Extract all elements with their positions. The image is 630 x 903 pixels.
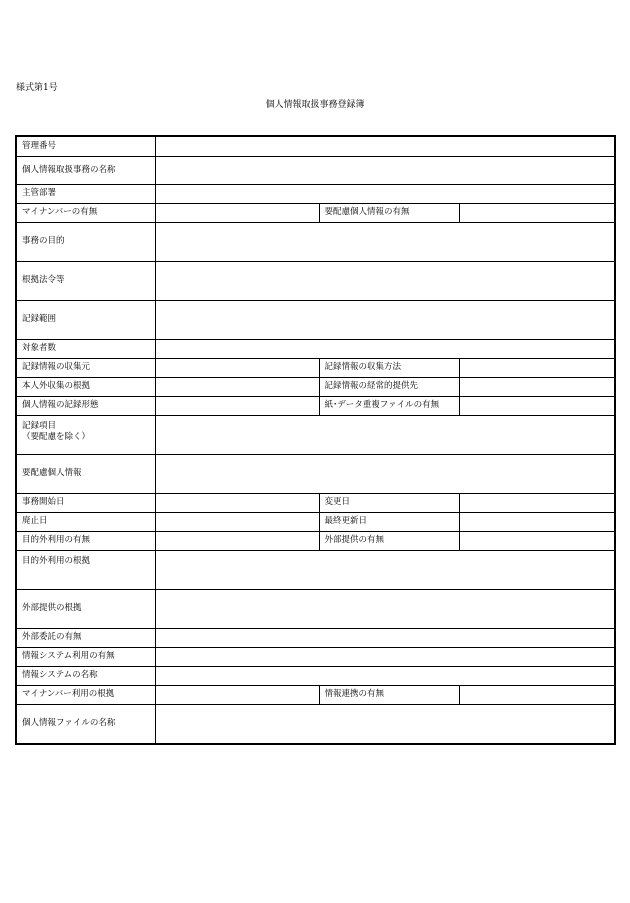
field-other-collection-basis[interactable] [155, 377, 319, 396]
field-purpose[interactable] [155, 222, 614, 261]
row-outside-use-basis [17, 550, 614, 589]
field-legal-basis[interactable] [155, 261, 614, 300]
label-subject-count: 対象者数 [17, 339, 155, 358]
label-my-number: マイナンバーの有無 [17, 203, 155, 222]
field-my-number[interactable] [155, 203, 319, 222]
label-regular-recipient: 記録情報の経常的提供先 [319, 377, 459, 396]
field-subject-count[interactable] [155, 339, 614, 358]
row-department [17, 184, 614, 203]
row-office-name [17, 156, 614, 184]
field-record-form[interactable] [155, 396, 319, 415]
row-outsourcing [17, 628, 614, 647]
label-other-collection-basis: 本人外収集の根拠 [17, 377, 155, 396]
label-external-provision: 外部提供の有無 [319, 531, 459, 550]
row-other-collection [17, 377, 614, 396]
row-outside-use [17, 531, 614, 550]
field-abolish-date[interactable] [155, 512, 319, 531]
field-change-date[interactable] [459, 493, 614, 512]
field-external-provision[interactable] [459, 531, 614, 550]
label-paper-data-duplicate: 紙･データ重複ファイルの有無 [319, 396, 459, 415]
row-file-name [17, 704, 614, 743]
field-file-name[interactable] [155, 704, 614, 743]
label-record-items-line1: 記録項目 [22, 420, 57, 431]
field-system-use[interactable] [155, 647, 614, 666]
field-department[interactable] [155, 184, 614, 203]
label-file-name: 個人情報ファイルの名称 [17, 704, 155, 743]
row-my-number-basis [17, 685, 614, 704]
field-outside-use-basis[interactable] [155, 550, 614, 589]
field-management-number[interactable] [155, 137, 614, 156]
field-outside-use[interactable] [155, 531, 319, 550]
field-sensitive-info[interactable] [155, 454, 614, 493]
label-collection-method: 記録情報の収集方法 [319, 358, 459, 377]
row-collection [17, 358, 614, 377]
label-system-name: 情報システムの名称 [17, 666, 155, 685]
label-sensitive: 要配慮個人情報の有無 [319, 203, 459, 222]
field-start-date[interactable] [155, 493, 319, 512]
label-record-form: 個人情報の記録形態 [17, 396, 155, 415]
field-sensitive[interactable] [459, 203, 614, 222]
field-regular-recipient[interactable] [459, 377, 614, 396]
label-sensitive-info: 要配慮個人情報 [17, 454, 155, 493]
row-record-items [17, 415, 614, 454]
field-last-update[interactable] [459, 512, 614, 531]
label-department: 主管部署 [17, 184, 155, 203]
label-record-items-line2: （要配慮を除く） [22, 431, 91, 442]
label-change-date: 変更日 [319, 493, 459, 512]
row-record-scope [17, 300, 614, 339]
row-management-number [17, 137, 614, 156]
label-outside-use-basis: 目的外利用の根拠 [17, 550, 155, 589]
field-collection-source[interactable] [155, 358, 319, 377]
label-external-provision-basis: 外部提供の根拠 [17, 589, 155, 628]
field-outsourcing[interactable] [155, 628, 614, 647]
label-outside-use: 目的外利用の有無 [17, 531, 155, 550]
field-paper-data-duplicate[interactable] [459, 396, 614, 415]
row-purpose [17, 222, 614, 261]
row-sensitive-info [17, 454, 614, 493]
field-my-number-basis[interactable] [155, 685, 319, 704]
label-record-items [17, 415, 155, 454]
field-external-provision-basis[interactable] [155, 589, 614, 628]
row-record-form [17, 396, 614, 415]
row-abolish-date [17, 512, 614, 531]
field-office-name[interactable] [155, 156, 614, 184]
row-system-name [17, 666, 614, 685]
label-office-name: 個人情報取扱事務の名称 [17, 156, 155, 184]
row-external-provision-basis [17, 589, 614, 628]
label-management-number: 管理番号 [17, 137, 155, 156]
registration-table [15, 135, 616, 745]
field-record-scope[interactable] [155, 300, 614, 339]
row-system-use [17, 647, 614, 666]
row-legal-basis [17, 261, 614, 300]
label-record-scope: 記録範囲 [17, 300, 155, 339]
field-info-linkage[interactable] [459, 685, 614, 704]
label-info-linkage: 情報連携の有無 [319, 685, 459, 704]
label-legal-basis: 根拠法令等 [17, 261, 155, 300]
field-record-items[interactable] [155, 415, 614, 454]
label-abolish-date: 廃止日 [17, 512, 155, 531]
row-subject-count [17, 339, 614, 358]
row-my-number [17, 203, 614, 222]
label-purpose: 事務の目的 [17, 222, 155, 261]
label-outsourcing: 外部委託の有無 [17, 628, 155, 647]
label-start-date: 事務開始日 [17, 493, 155, 512]
page-title: 個人情報取扱事務登録簿 [265, 100, 365, 110]
field-system-name[interactable] [155, 666, 614, 685]
field-collection-method[interactable] [459, 358, 614, 377]
row-start-date [17, 493, 614, 512]
label-collection-source: 記録情報の収集元 [17, 358, 155, 377]
form-number: 様式第1号 [16, 83, 58, 93]
label-my-number-basis: マイナンバー利用の根拠 [17, 685, 155, 704]
label-system-use: 情報システム利用の有無 [17, 647, 155, 666]
label-last-update: 最終更新日 [319, 512, 459, 531]
